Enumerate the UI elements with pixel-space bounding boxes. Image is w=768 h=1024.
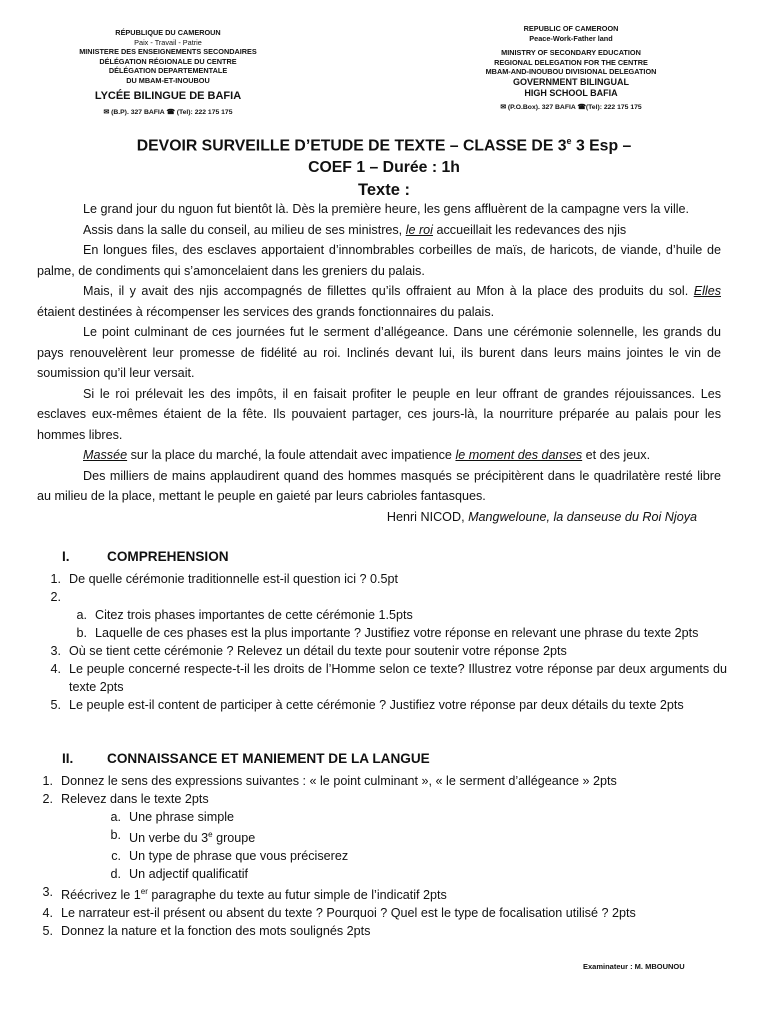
header-right-line1: REPUBLIC OF CAMEROON: [523, 24, 619, 33]
header-right-line4: REGIONAL DELEGATION FOR THE CENTRE: [494, 57, 648, 67]
header-left-school: LYCÉE BILINGUE DE BAFIA: [94, 89, 242, 102]
author-name: Henri NICOD,: [386, 509, 469, 524]
s1-question-2a: a. Citez trois phases importantes de cette cérémonie 1.5pts: [76, 608, 413, 622]
section2-heading: [62, 750, 727, 768]
s1-question-3: 3. Où se tient cette cérémonie ? Relevez un détail du texte pour soutenir votre réponse 2pts: [50, 644, 567, 658]
title-line2: COEF 1 – Durée : 1h: [308, 159, 460, 177]
section1-number: I.: [62, 549, 70, 564]
p7-middle: sur la place du marché, la foule attendait avec impatience: [127, 448, 456, 462]
header-left-line1: RÉPUBLIQUE DU CAMEROUN: [115, 28, 221, 37]
examiner-signature: Examinateur : M. MBOUNOU: [583, 962, 685, 971]
title-line1-part2: 3 Esp –: [571, 137, 632, 155]
header-left-line5: DÉLÉGATION DEPARTEMENTALE: [108, 66, 228, 76]
header-left-line4: DÉLÉGATION RÉGIONALE DU CENTRE: [99, 56, 237, 66]
s2-question-3: 3. Réécrivez le 1er paragraphe du texte au futur simple de l’indicatif 2pts: [42, 885, 447, 903]
header-right: [455, 24, 687, 113]
s1-question-4: 4. Le peuple concerné respecte-t-il les droits de l’Homme selon ce texte? Illustrez votre réponse par deux arguments du texte 2pts: [50, 662, 727, 694]
header-left-contact: ✉ (B.P). 327 BAFIA ☎ (Tel): 222 175 175: [103, 108, 233, 116]
paragraph-7: [37, 445, 721, 466]
paragraph-5: Le point culminant de ces journées fut le serment d’allégeance. Dans une cérémonie solennelle, les grands du pays renouvelèrent leur promesse de fidélité au roi. Inclinés devant lui, ils burent dans leurs mains jointes le vin de soumission qu’il leur versait.: [37, 325, 721, 380]
p4-start: Mais, il y avait des njis accompagnés de fillettes qu’ils offraient au Mfon à la place des produits du sol.: [83, 284, 694, 298]
p2-start: Assis dans la salle du conseil, au milieu de ses ministres,: [83, 222, 406, 237]
s2-question-2: 2. Relevez dans le texte 2pts: [42, 792, 209, 806]
p7-underlined-2: le moment des danses: [455, 448, 583, 462]
s1-question-5: 5. Le peuple est-il content de participer à cette cérémonie ? Justifiez votre réponse par deux détails du texte 2pts: [50, 698, 684, 712]
section2-number: II.: [62, 751, 74, 766]
title-line1-part1: DEVOIR SURVEILLE D’ETUDE DE TEXTE – CLASSE DE 3: [136, 137, 567, 155]
section2-title: CONNAISSANCE ET MANIEMENT DE LA LANGUE: [107, 751, 430, 766]
header-right-line5: MBAM-AND-INOUBOU DIVISIONAL DELEGATION: [485, 67, 657, 77]
author-work: Mangweloune, la danseuse du Roi Njoya: [468, 509, 697, 524]
s2-question-4: 4. Le narrateur est-il présent ou absent du texte ? Pourquoi ? Quel est le type de focalisation utilisé ? 2pts: [42, 906, 636, 921]
header-left: [48, 28, 288, 117]
s2-question-2b: b. Un verbe du 3e groupe: [110, 828, 256, 846]
p7-end: et des jeux.: [582, 448, 651, 462]
title-line1: [40, 130, 728, 157]
author-citation: [37, 507, 721, 528]
s1-question-1: 1. De quelle cérémonie traditionnelle est-il question ici ? 0.5pt: [50, 572, 399, 586]
header-right-school1: GOVERNMENT BILINGUAL: [513, 76, 629, 87]
header-right-line3: MINISTRY OF SECONDARY EDUCATION: [501, 48, 641, 58]
paragraph-1: Le grand jour du nguon fut bientôt là. Dès la première heure, les gens affluèrent de la campagne vers la ville.: [83, 202, 690, 216]
title-line3: Texte :: [358, 181, 410, 200]
header-left-line6: DU MBAM-ET-INOUBOU: [126, 75, 210, 85]
p4-end: étaient destinées à récompenser les services des grands fonctionnaires du palais.: [37, 304, 495, 319]
p4-underlined: Elles: [693, 284, 721, 298]
s2-question-2c: c. Un type de phrase que vous préciserez: [111, 849, 349, 864]
s1-question-2b: b. Laquelle de ces phases est la plus importante ? Justifiez votre réponse en relevant une phrase du texte 2pts: [76, 626, 699, 640]
header-right-contact: ✉ (P.O.Box). 327 BAFIA ☎(Tel): 222 175 175: [500, 103, 642, 111]
s2-question-5: 5. Donnez la nature et la fonction des mots soulignés 2pts: [42, 924, 371, 939]
s1-question-2: 2.: [50, 590, 61, 604]
s2-question-2d: d. Un adjectif qualificatif: [110, 867, 249, 882]
section1-title: COMPREHENSION: [107, 549, 229, 564]
p7-underlined-1: Massée: [83, 448, 128, 462]
p2-end: accueillait les redevances des njis: [432, 222, 627, 237]
text-body: [37, 199, 721, 527]
paragraph-2: [37, 220, 721, 241]
section-comprehension: [37, 548, 727, 714]
s2-question-1: 1. Donnez le sens des expressions suivantes : « le point culminant », « le serment d’allégeance » 2pts: [42, 774, 617, 788]
header-right-school2: HIGH SCHOOL BAFIA: [524, 87, 618, 98]
title-line1-sup: e: [566, 136, 572, 146]
paragraph-8: Des milliers de mains applaudirent quand des hommes masqués se précipitèrent dans le quadrilatère resté libre au milieu de la place, mettant le peuple en gaieté par leurs cabrioles fantasques.: [37, 468, 721, 503]
exam-title: [40, 130, 728, 201]
section-langue: [37, 750, 727, 940]
header-left-line2: Paix - Travail - Patrie: [134, 37, 202, 47]
p2-underlined: le roi: [405, 222, 433, 237]
paragraph-3: En longues files, des esclaves apportaient d’innombrables corbeilles de maïs, de haricots, de viande, d’huile de palme, de condiments qui s’amoncelaient dans les greniers du palais.: [37, 243, 721, 278]
paragraph-6: Si le roi prélevait les des impôts, il en faisait profiter le peuple en leur offrant de grandes réjouissances. Les esclaves eux-mêmes étaient de la fête. Ils pouvaient partager, ces jours-là, la nourriture préparée au palais pour les hommes libres.: [37, 386, 721, 442]
paragraph-4: [37, 281, 721, 322]
s2-question-2a: a. Une phrase simple: [110, 810, 234, 824]
section1-heading: [62, 548, 727, 566]
header-right-line2: Peace-Work-Father land: [529, 33, 613, 43]
header-left-line3: MINISTERE DES ENSEIGNEMENTS SECONDAIRES: [79, 47, 257, 57]
